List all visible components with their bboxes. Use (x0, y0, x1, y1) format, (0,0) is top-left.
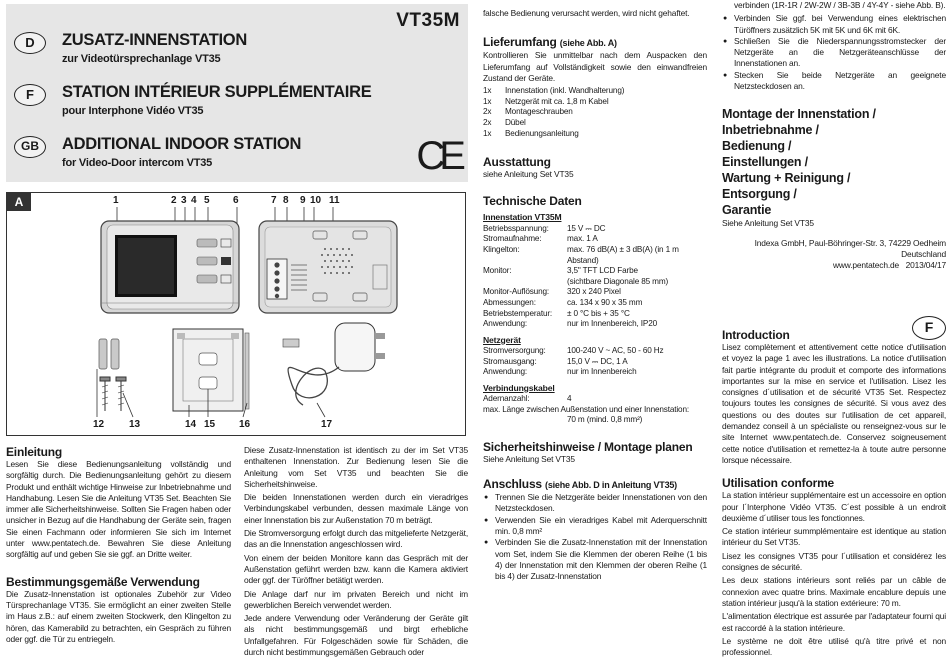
address-line-2: Deutschland (901, 248, 946, 259)
figure-a-drawing (7, 193, 465, 435)
einleitung-text: Lesen Sie diese Bedienungsanleitung vollständig und sorgfältig durch. Die Bedienungsanleitung gehört zu diesem Produkt und enthält wichtige Hinweise zur Inbetriebnahme und Handhabung. Lesen Sie die Anleitung VT35 Set. Beachten Sie immer alle Sicherheitshinweise. Sollten Sie Fragen haben oder unsicher in Bezug auf die Handhabung der Geräte sein, fragen Sie einen Fachmann oder informieren Sie sich im Internet unter www.pentatech.de. Bewahren Sie diese Anleitung sorgfältig auf und geben Sie sie ggf. an Dritte weiter. (6, 459, 231, 560)
netzgeraet-specs (483, 346, 663, 378)
table-row: Abmessungen: ca. 134 x 90 x 35 mm (483, 297, 643, 307)
website-date: www.pentatech.de 2013/04/17 (833, 260, 946, 271)
innenstation-subheading: Innenstation VT35M (483, 212, 562, 223)
table-row: Monitor: 3,5" TFT LCD Farbe (483, 266, 638, 276)
anschluss-list-cont (722, 13, 946, 92)
table-row: Stromaufnahme: max. 1 A (483, 234, 598, 244)
callout-3: 3 (181, 195, 187, 206)
anschluss-heading: Anschluss (siehe Abb. D in Anleitung VT35) (483, 477, 677, 492)
sicherheit-text: Siehe Anleitung Set VT35 (483, 453, 575, 464)
table-row: Stromausgang: 15,0 V ⎓ DC, 1 A (483, 356, 628, 366)
table-row: Betriebstemperatur: ± 0 °C bis + 35 °C (483, 308, 630, 318)
figure-label: A (7, 193, 31, 211)
innenstation-specs (483, 224, 707, 330)
col2-para-4: Von einem der beiden Monitore kann das Gespräch mit der Außenstation geführt werden bzw. kann die Kamera aktiviert oder ggf. der Türöffner betätigt werden. (244, 552, 468, 586)
title-banner (6, 4, 468, 182)
callout-11: 11 (329, 195, 340, 206)
title-de: ZUSATZ-INNENSTATION (62, 31, 247, 49)
col4-top-continuation: verbinden (1R-1R / 2W-2W / 3B-3B / 4Y-4Y - siehe Abb. B). (734, 0, 946, 10)
lang-badge-gb: GB (14, 136, 46, 158)
col2-para-1: Diese Zusatz-Innenstation ist identisch zu der im Set VT35 enthaltenen Innenstation. Zur Bedienung lesen Sie die Anleitung vom Set VT35 und beachten Sie die Sicherheitshinweise. (244, 445, 468, 489)
kabel-length-value: 70 m (mind. 0,8 mm²) (567, 415, 643, 425)
list-item: ● Verwenden Sie ein vieradriges Kabel mit Aderquerschnitt min. 0,8 mm² (483, 515, 707, 538)
indoor-monitor-back (259, 221, 397, 313)
callout-4: 4 (191, 195, 197, 206)
col2-para-2: Die beiden Innenstationen werden durch ein vieradriges Verbindungskabel verbunden, dessen maximale Länge von einer Innenstation bis zur Außenstation 70 m beträgt. (244, 492, 468, 525)
kabel-specs (483, 394, 571, 405)
col2-para-3: Die Stromversorgung erfolgt durch das mitgelieferte Netzgerät, das an die Innenstation angeschlossen wird. (244, 528, 468, 550)
bestimmung-heading: Bestimmungsgemäße Verwendung (6, 574, 200, 589)
mounting-screws (100, 377, 126, 411)
lang-badge-fr-section: F (912, 316, 946, 340)
montage-text: Siehe Anleitung Set VT35 (722, 218, 814, 229)
list-item: 2x Dübel (483, 117, 526, 127)
col3-top-line: falsche Bedienung verursacht werden, wird nicht gehaftet. (483, 8, 690, 18)
column-3 (483, 8, 707, 583)
sicherheit-heading: Sicherheitshinweise / Montage planen (483, 439, 693, 454)
kabel-subheading: Verbindungskabel (483, 382, 555, 393)
list-item: 2x Montageschrauben (483, 107, 573, 117)
utilisation-heading: Utilisation conforme (722, 476, 835, 491)
indoor-monitor-front (101, 221, 239, 313)
column-1 (6, 445, 231, 647)
utilisation-para-5: L'alimentation électrique est assurée par l'adaptateur fourni qui est raccordé à la station intérieure. (722, 611, 946, 633)
address-line-1: Indexa GmbH, Paul-Böhringer-Str. 3, 74229 Oedheim (754, 237, 946, 248)
callout-12: 12 (93, 419, 105, 430)
column-2 (244, 445, 468, 660)
einleitung-heading: Einleitung (6, 445, 62, 459)
introduction-heading: Introduction (722, 328, 790, 342)
utilisation-para-1: La station intérieur supplémentaire est un accessoire en option pour l´Interphone Vidéo VT35. C´est possible à un endroit deuxième d´utiliser tous les fonctionnes. (722, 490, 946, 523)
col2-para-5: Die Anlage darf nur im privaten Bereich und nicht im gewerblichen Bereich verwendet werden. (244, 588, 468, 610)
callout-5: 5 (204, 195, 210, 206)
list-item: 1x Innenstation (inkl. Wandhalterung) (483, 86, 625, 96)
subtitle-gb: for Video-Door intercom VT35 (62, 157, 213, 169)
table-row: Adernanzahl: 4 (483, 394, 572, 404)
list-item: ● Verbinden Sie die Zusatz-Innenstation mit der Innenstation vom Set, indem Sie die Klemmen der oberen Reihe (1 bis 4) der Innenstation mit den Klemmen der oberen Reihe (1 bis 4) der Zusatz-Innenstation (483, 537, 707, 582)
list-item: ● Stecken Sie beide Netzgeräte an geeignete Netzsteckdosen an. (722, 70, 946, 93)
subtitle-fr: pour Interphone Vidéo VT35 (62, 105, 204, 117)
netzgeraet-subheading: Netzgerät (483, 334, 521, 345)
title-fr: STATION INTÉRIEUR SUPPLÉMENTAIRE (62, 83, 372, 101)
utilisation-para-4: Les deux stations intérieurs sont reliés par un câble de connexion avec quatre brins. Maximale encablure depuis une station intérieur jusqu'à la station extérieure: 70 m. (722, 575, 946, 608)
callout-15: 15 (204, 419, 216, 430)
lieferumfang-heading: Lieferumfang (siehe Abb. A) (483, 35, 617, 50)
callout-2: 2 (171, 195, 177, 206)
lang-badge-de: D (14, 32, 46, 54)
table-row: Monitor-Auflösung: 320 x 240 Pixel (483, 287, 621, 297)
delivery-list (483, 86, 624, 139)
col2-para-6: Jede andere Verwendung oder Veränderung der Geräte gilt als nicht bestimmungsgemäß und birgt erhebliche Unfallgefahren. Für Folgeschäden sowie für Schäden, die durch nicht bestimmungsgemäßen Gebrauch oder (244, 613, 468, 658)
callout-8: 8 (283, 195, 289, 206)
technische-daten-heading: Technische Daten (483, 194, 582, 209)
table-row: Betriebsspannung: 15 V ⎓ DC (483, 223, 606, 233)
callout-13: 13 (129, 419, 141, 430)
ce-mark-icon: CE (416, 134, 460, 178)
lieferumfang-text: Kontrollieren Sie unmittelbar nach dem Auspacken den Lieferumfang auf Vollständigkeit sowie den einwandfreien Zustand der Geräte. (483, 50, 707, 83)
list-item: 1x Bedienungsanleitung (483, 128, 579, 138)
callout-9: 9 (300, 195, 306, 206)
address-block (722, 238, 946, 272)
kabel-length-label: max. Länge zwischen Außenstation und einer Innenstation: (483, 404, 689, 414)
column-4 (722, 0, 946, 272)
lang-badge-fr: F (14, 84, 46, 106)
callout-1: 1 (113, 195, 119, 206)
table-row: (sichtbare Diagonale 85 mm) (567, 276, 669, 286)
ausstattung-text: siehe Anleitung Set VT35 (483, 169, 574, 180)
wall-dowels (99, 339, 119, 369)
introduction-text: Lisez complètement et attentivement cette notice d'utilisation et voyez la page 1 avec les illustrations. La notice d'utilisation fait partie intégrante du produit et comporte des informations importantes sur la mise en service et l'utilisation. Lisez les consignes d´utilisation et de sécurité VT35 Set. Respectez toujours toutes les consignes de sécurité. Si vous avez des questions ou des doutes sur l'utilisation de cet appareil, demandez conseil à un spécialiste ou renseignez-vous sur le site Internet www.pentatech.de. Conservez soigneusement cette notice d'utilisation et remettez-la à toute autre personne lorsque nécessaire. (722, 342, 946, 465)
list-item: ● Trennen Sie die Netzgeräte beider Innenstationen von den Netzsteckdosen. (483, 492, 707, 515)
column-4-french (722, 328, 946, 660)
list-item: ● Verbinden Sie ggf. bei Verwendung eines elektrischen Türöffners zusätzlich 5K mit 5K und 6K mit 6K. (722, 13, 946, 36)
utilisation-para-3: Lisez les consignes VT35 pour l´utilisation et considérez les consignes de sécurité. (722, 550, 946, 573)
wall-bracket (173, 329, 249, 411)
subtitle-de: zur Videotürsprechanlage VT35 (62, 53, 221, 65)
anschluss-list (483, 492, 707, 582)
figure-a (6, 192, 466, 436)
utilisation-para-6: Le système ne doit être utilisé qu'à titre privé et non professionnel. (722, 635, 946, 658)
montage-heading: Montage der Innenstation / Inbetriebnahme / Bedienung / Einstellungen / Wartung + Reinigung / Entsorgung / Garantie (722, 107, 876, 218)
table-row: Anwendung: nur im Innenbereich, IP20 (483, 319, 658, 329)
callout-7: 7 (271, 195, 277, 206)
power-adapter (283, 323, 385, 405)
ausstattung-heading: Ausstattung (483, 155, 551, 170)
bestimmung-text: Die Zusatz-Innenstation ist optionales Zubehör zur Video Türsprechanlage VT35. Sie ermöglicht an einer zweiten Stelle im Haus z.B.: auf einem zweiten Stockwerk, den Klingelton zu hören, das Kamerabild zu betrachten, ein Gespräch zu führen oder ggf. die Tür zu entriegeln. (6, 588, 231, 644)
callout-10: 10 (310, 195, 322, 206)
title-gb: ADDITIONAL INDOOR STATION (62, 135, 302, 153)
table-row: Stromversorgung: 100-240 V ~ AC, 50 - 60 Hz (483, 345, 664, 355)
table-row: Anwendung: nur im Innenbereich (483, 367, 637, 377)
callout-16: 16 (239, 419, 251, 430)
list-item: 1x Netzgerät mit ca. 1,8 m Kabel (483, 96, 609, 106)
callout-14: 14 (185, 419, 197, 430)
list-item: ● Schließen Sie die Niederspannungsstromstecker der Netzgeräte an die Netzgeräteanschlüsse der Innenstationen an. (722, 36, 946, 70)
callout-17: 17 (321, 419, 333, 430)
utilisation-para-2: Ce station intérieur summplémentaire est identique au station intérieur du Set VT35. (722, 526, 946, 548)
model-number: VT35M (396, 10, 460, 31)
callout-6: 6 (233, 195, 239, 206)
table-row: Klingelton: max. 76 dB(A) ± 3 dB(A) (in 1 m Abstand) (483, 244, 679, 265)
